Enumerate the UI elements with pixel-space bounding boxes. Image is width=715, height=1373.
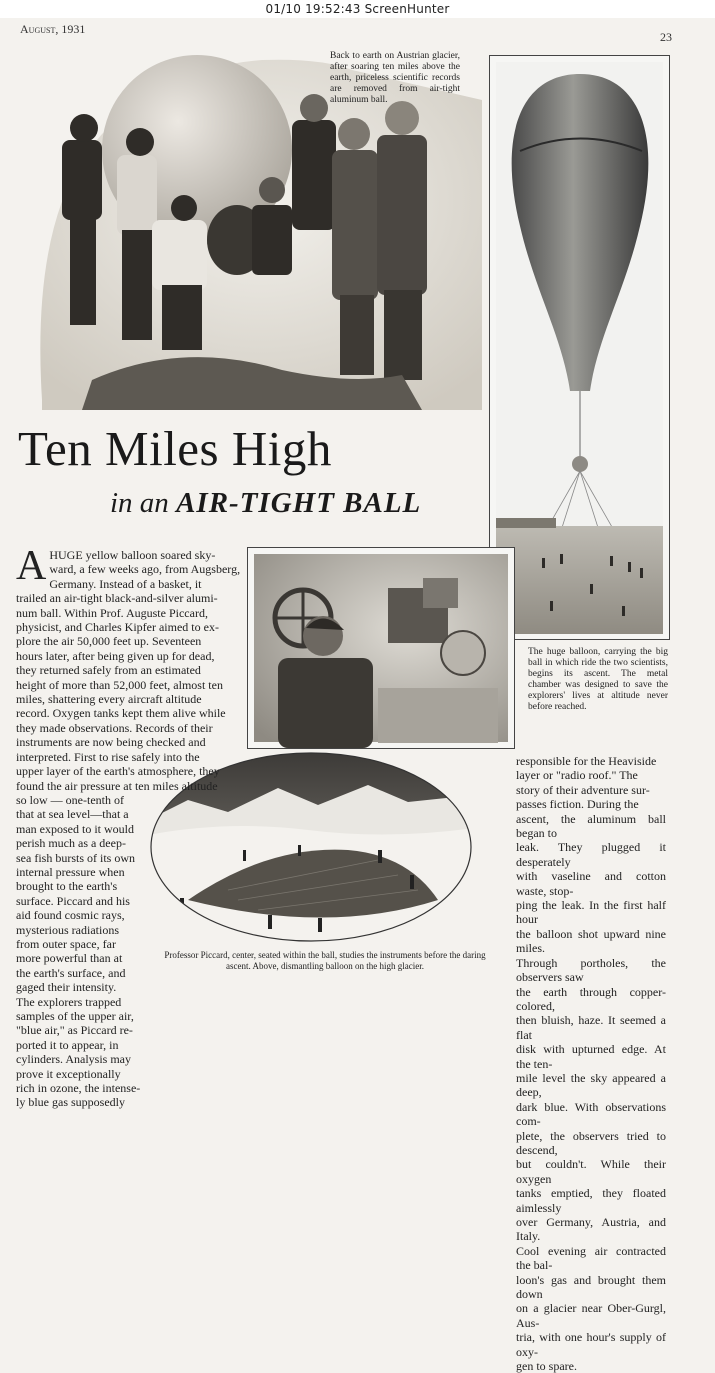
- article-line: loon's gas and brought them down: [516, 1272, 666, 1302]
- article-line: trailed an air-tight black-and-silver alumi-: [16, 591, 218, 606]
- article-line: then bluish, haze. It seemed a flat: [516, 1013, 666, 1042]
- bottom-photo-caption: Professor Piccard, center, seated within the ball, studies the instruments before the daring ascent. Above, dismantling balloon on the high glacier.: [164, 950, 486, 971]
- headline-subtitle: [110, 487, 470, 520]
- article-line: "blue air," as Piccard re-: [16, 1023, 133, 1038]
- article-line: they made observations. Records of their: [16, 720, 213, 735]
- article-line: internal pressure when: [16, 864, 125, 879]
- article-line: aid found cosmic rays,: [16, 908, 125, 923]
- article-column-right: [516, 754, 666, 1373]
- article-line: they returned safely from an estimated: [16, 663, 201, 678]
- article-line: physicist, and Charles Kipfer aimed to ex-: [16, 620, 219, 635]
- drop-cap: A: [16, 543, 47, 589]
- article-line: dark blue. With observations com-: [516, 1099, 666, 1129]
- article-line: story of their adventure sur-: [516, 782, 650, 797]
- article-line: miles, shattering every aircraft altitude: [16, 692, 202, 707]
- article-column-left: [16, 543, 246, 1110]
- article-col2-text: [516, 754, 666, 1373]
- article-line: ascent, the aluminum ball began to: [516, 811, 666, 841]
- article-line: perish much as a deep-: [16, 836, 126, 851]
- article-line: samples of the upper air,: [16, 1009, 134, 1023]
- article-line: instruments are now being checked and: [16, 735, 206, 750]
- article-line: ward, a few weeks ago, from Augsberg,: [49, 562, 241, 577]
- page-number: 23: [660, 30, 672, 44]
- article-line: with vaseline and cotton waste, stop-: [516, 869, 666, 898]
- article-line: responsible for the Heaviside: [516, 754, 657, 768]
- article-line: gaged their intensity.: [16, 980, 117, 995]
- article-line: num ball. Within Prof. Auguste Piccard,: [16, 605, 208, 620]
- article-line: Cool evening air contracted the bal-: [516, 1243, 666, 1273]
- headline-subtitle-prefix: in an: [110, 487, 169, 519]
- article-col1-text: [16, 543, 246, 1110]
- article-line: cylinders. Analysis may: [16, 1052, 131, 1067]
- article-line: over Germany, Austria, and Italy.: [516, 1215, 666, 1244]
- article-line: passes fiction. During the: [516, 797, 639, 812]
- article-line: plore the air 50,000 feet up. Seventeen: [16, 634, 202, 649]
- article-line: disk with upturned edge. At the ten-: [516, 1042, 666, 1071]
- article-line: tria, with one hour's supply of oxy-: [516, 1330, 666, 1359]
- article-line: ported it to appear, in: [16, 1037, 119, 1052]
- article-line: ly blue gas supposedly: [16, 1095, 125, 1110]
- article-line: upper layer of the earth's atmosphere, they: [16, 764, 220, 779]
- article-line: prove it exceptionally: [16, 1066, 121, 1081]
- issue-date: August, 1931: [20, 22, 86, 36]
- article-line: the balloon shot upward nine miles.: [516, 926, 666, 956]
- article-line: leak. They plugged it desperately: [516, 840, 666, 869]
- headline-title: Ten Miles High: [18, 421, 332, 476]
- article-line: plete, the observers tried to descend,: [516, 1128, 666, 1157]
- article-line: but couldn't. While their oxygen: [516, 1157, 666, 1186]
- article-line: gen to spare.: [516, 1359, 577, 1373]
- article-line: The explorers trapped: [16, 994, 122, 1009]
- article-line: so low — one-tenth of: [16, 792, 124, 807]
- article-line: record. Oxygen tanks kept them alive while: [16, 706, 226, 721]
- article-line: layer or "radio roof." The: [516, 768, 638, 783]
- article-line: the earth's surface, and: [16, 965, 126, 980]
- article-line: HUGE yellow balloon soared sky-: [49, 548, 216, 562]
- article-line: from outer space, far: [16, 936, 116, 951]
- article-line: sea fish bursts of its own: [16, 850, 135, 865]
- article-line: Germany. Instead of a basket, it: [49, 576, 202, 591]
- article-line: mysterious radiations: [16, 922, 119, 937]
- article-line: on a glacier near Ober-Gurgl, Aus-: [516, 1301, 666, 1330]
- article-line: ping the leak. In the first half hour: [516, 898, 666, 927]
- article-line: found the air pressure at ten miles altitude: [16, 778, 218, 793]
- article-line: brought to the earth's: [16, 879, 118, 894]
- article-line: height of more than 52,000 feet, almost ten: [16, 677, 223, 692]
- screenhunter-timestamp: 01/10 19:52:43 ScreenHunter: [0, 0, 715, 18]
- balloon-ascent-photo: [489, 55, 670, 640]
- article-line: man exposed to it would: [16, 821, 134, 836]
- balloon-photo-caption: The huge balloon, carrying the big ball in which ride the two scientists, begins its ascent. The metal chamber was designed to save the explorers' lives at altitude never before reached.: [528, 647, 668, 712]
- article-line: interpreted. First to rise safely into the: [16, 749, 200, 764]
- article-line: mile level the sky appeared a deep,: [516, 1070, 666, 1100]
- article-line: the earth through copper-colored,: [516, 984, 666, 1013]
- article-line: rich in ozone, the intense-: [16, 1081, 141, 1096]
- article-line: tanks emptied, they floated aimlessly: [516, 1186, 666, 1215]
- article-line: surface. Piccard and his: [16, 893, 130, 908]
- article-line: that at sea level—that a: [16, 807, 129, 822]
- article-line: hours later, after being given up for dead,: [16, 648, 215, 663]
- article-line: more powerful than at: [16, 951, 123, 966]
- top-photo-caption: Back to earth on Austrian glacier, after soaring ten miles above the earth, priceless scientific records are removed from air-tight aluminum ball.: [330, 51, 460, 105]
- headline-subtitle-caps: AIR-TIGHT BALL: [176, 487, 422, 519]
- article-line: Through portholes, the observers saw: [516, 955, 666, 985]
- piccard-interior-photo: [247, 547, 515, 749]
